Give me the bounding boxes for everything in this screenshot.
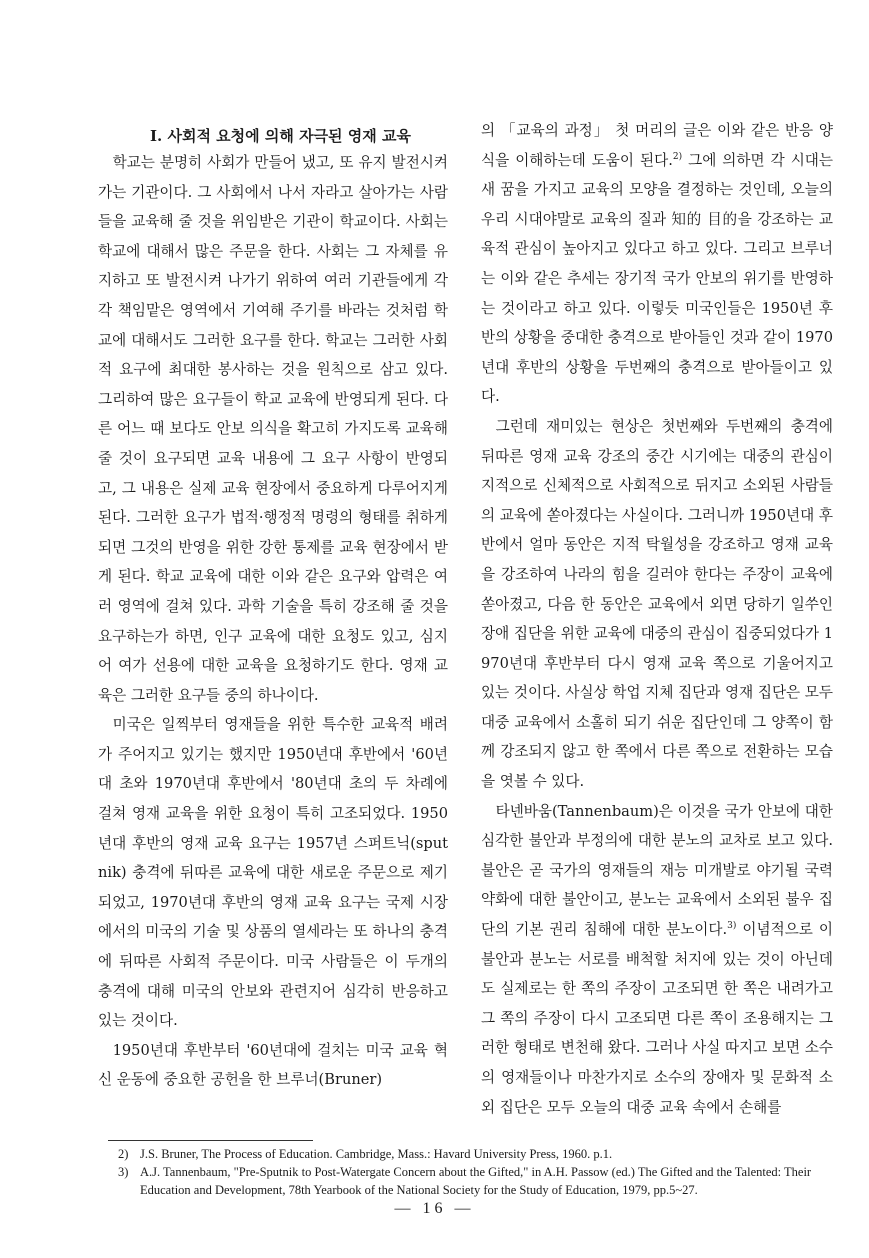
section-heading: Ⅰ. 사회적 요청에 의해 자극된 영재 교육 <box>150 127 411 145</box>
right-paragraph-3 <box>481 797 833 1123</box>
footnote-number: 3) <box>118 1165 129 1179</box>
left-column <box>98 124 448 1095</box>
paragraph-text: 타넨바움(Tannenbaum)은 이것을 국가 안보에 대한 심각한 불안과 부정의에 대한 분노의 교차로 보고 있다. 불안은 곧 국가의 영재들의 재능 미개발로 야기될 국력 약화에 대한 불안이고, 분노는 교육에서 소외된 불우 집단의 기본 권리 침해에 대한 분노이다. <box>481 802 833 939</box>
footnote-text: J.S. Bruner, The Process of Education. Cambridge, Mass.: Havard University Press, 1960. p.1. <box>140 1147 613 1161</box>
footnote-marker: 3) <box>727 921 737 932</box>
left-paragraph-3: 1950년대 후반부터 '60년대에 걸치는 미국 교육 혁신 운동에 중요한 공헌을 한 브루너(Bruner) <box>98 1041 448 1089</box>
paragraph-text: 그런데 재미있는 현상은 첫번째와 두번째의 충격에 뒤따른 영재 교육 강조의 중간 시기에는 대중의 관심이 지적으로 신체적으로 사회적으로 뒤지고 소외된 사람들의 교육에 쏟아졌다는 사실이다. 그러니까 1950년대 후반에서 얼마 동안은 지적 탁월성을 강조하고 영재 교육을 강조하여 나라의 힘을 길러야 한다는 주장이 교육에 쏟아졌고, 다음 한 동안은 교육에서 외면 당하기 일쑤인 장애 집단을 위한 교육에 대중의 관심이 집중되었다가 1970년대 후반부터 다시 영재 교육 쪽으로 기울어지고 있는 것이다. 사실상 학업 지체 집단과 영재 집단은 모두 대중 교육에서 소홀히 되기 쉬운 집단인데 그 양쪽이 함께 강조되지 않고 한 쪽에서 다른 쪽으로 전환하는 모습을 엿볼 수 있다. <box>481 417 833 791</box>
paragraph-text: 이념적으로 이 불안과 분노는 서로를 배척할 처지에 있는 것이 아닌데도 실제로는 한 쪽의 주장이 고조되면 한 쪽은 내려가고 그 쪽의 주장이 다시 고조되면 다른 쪽이 조용해지는 그러한 형태로 변천해 왔다. 그러나 사실 따지고 보면 소수의 영재들이나 마찬가지로 소수의 장애자 및 문화적 소외 집단은 모두 오늘의 대중 교육 속에서 손해를 <box>481 921 833 1116</box>
footnote-item <box>118 1145 838 1163</box>
footnote-number: 2) <box>118 1147 129 1161</box>
left-paragraph-2: 미국은 일찍부터 영재들을 위한 특수한 교육적 배려가 주어지고 있기는 했지만 1950년대 후반에서 '60년대 초와 1970년대 후반에서 '80년대 초의 두 차례에 걸쳐 영재 교육을 위한 요청이 특히 고조되었다. 1950년대 후반의 영재 교육 요구는 1957년 스퍼트닉(sputnik) 충격에 뒤따른 교육에 대한 새로운 주문으로 제기되었고, 1970년대 후반의 영재 교육 요구는 국제 시장에서의 미국의 기술 및 상품의 열세라는 또 하나의 충격에 뒤따른 사회적 주문이다. 미국 사람들은 이 두개의 충격에 대해 미국의 안보와 관련지어 심각히 반응하고 있는 것이다. <box>98 716 448 1030</box>
page-number: — 16 — <box>394 1200 475 1217</box>
footnote-item <box>118 1163 838 1199</box>
footnote-text: A.J. Tannenbaum, "Pre-Sputnik to Post-Watergate Concern about the Gifted," in A.H. Passow (ed.) The Gifted and the Talented: Their Education and Development, 78th Yearbook of the National Society for the Study of Education, 1979, pp.5~27. <box>140 1165 812 1197</box>
footnote-divider <box>108 1140 313 1141</box>
right-paragraph-1 <box>481 116 833 412</box>
right-paragraph-2 <box>481 412 833 797</box>
right-column <box>481 116 833 1122</box>
footnotes <box>118 1145 838 1199</box>
left-paragraph-1: 학교는 분명히 사회가 만들어 냈고, 또 유지 발전시켜 가는 기관이다. 그 사회에서 나서 자라고 살아가는 사람들을 교육해 줄 것을 위임받은 기관이 학교이다. 사회는 학교에 대해서 많은 주문을 한다. 사회는 그 자체를 유지하고 또 발전시켜 나가기 위하여 여러 기관들에게 각각 책임맡은 영역에서 기여해 주기를 바라는 것처럼 학교에 대해서도 그러한 요구를 한다. 학교는 그러한 사회적 요구에 최대한 봉사하는 것을 원칙으로 삼고 있다. 그리하여 많은 요구들이 학교 교육에 반영되게 된다. 다른 어느 때 보다도 안보 의식을 확고히 가지도록 교육해 줄 것이 요구되면 교육 내용에 그 요구 사항이 반영되고, 그 내용은 실제 교육 현장에서 중요하게 다루어지게 된다. 그러한 요구가 법적·행정적 명령의 형태를 취하게 되면 그것의 반영을 위한 강한 통제를 교육 현장에서 받게 된다. 학교 교육에 대한 이와 같은 요구와 압력은 여러 영역에 걸쳐 있다. 과학 기술을 특히 강조해 줄 것을 요구하는가 하면, 인구 교육에 대한 요청도 있고, 심지어 여가 선용에 대한 교육을 요청하기도 한다. 영재 교육은 그러한 요구들 중의 하나이다. <box>98 154 448 704</box>
paragraph-text: 그에 의하면 각 시대는 새 꿈을 가지고 교육의 모양을 결정하는 것인데, 오늘의 우리 시대야말로 교육의 질과 知的 目的을 강조하는 교육적 관심이 높아지고 있다고 하고 있다. 그리고 브루너는 이와 같은 추세는 장기적 국가 안보의 위기를 반영하는 것이라고 하고 있다. 이렇듯 미국인들은 1950년 후반의 상황을 중대한 충격으로 받아들인 것과 같이 1970년대 후반의 상황을 두번째의 충격으로 받아들이고 있다. <box>481 151 834 406</box>
footnote-marker: 2) <box>672 151 683 162</box>
paragraph-text: 의 「교육의 과정」 첫 머리의 글은 이와 같은 반응 양식을 이해하는데 도움이 된다. <box>481 122 833 169</box>
